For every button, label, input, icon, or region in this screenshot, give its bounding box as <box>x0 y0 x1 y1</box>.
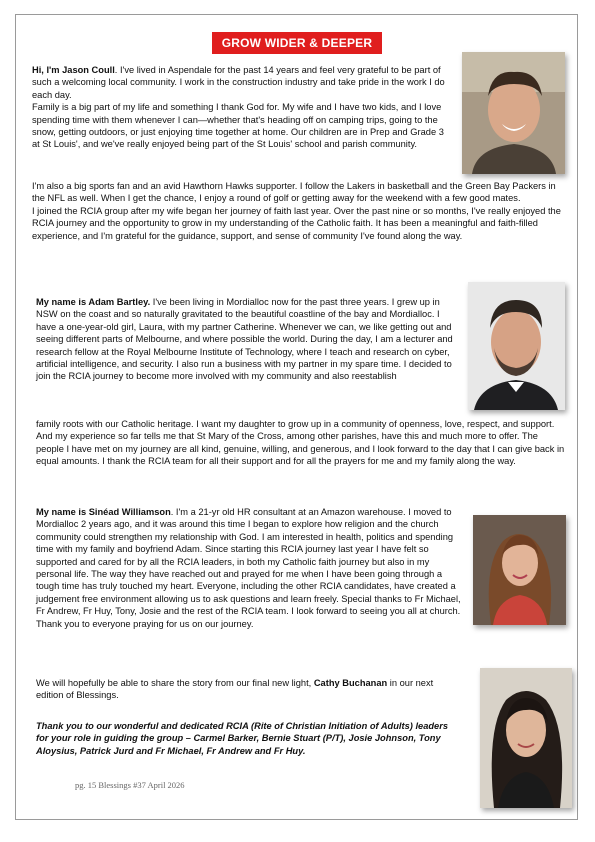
jason-intro <box>32 64 452 151</box>
sinead-photo <box>473 515 566 625</box>
jason-paragraph-3: I'm also a big sports fan and an avid Hawthorn Hawks supporter. I follow the Lakers in basketball and the Green Bay Packers in the NFL as well. When I get the chance, I enjoy a round of golf or getting away for the weekend with a few good mates. <box>32 181 556 204</box>
final-note-pre: We will hopefully be able to share the story from our final new light, <box>36 678 314 688</box>
jason-intro-text: . I've lived in Aspendale for the past 14 years and feel very grateful to be part of such a welcoming local community. I work in the construction industry and take pride in the work I do each day. <box>32 65 445 100</box>
sinead-intro <box>36 506 464 630</box>
page-footer: pg. 15 Blessings #37 April 2026 <box>75 780 185 790</box>
rcia-thanks: Thank you to our wonderful and dedicated RCIA (Rite of Christian Initiation of Adults) leaders for your role in guiding the group – Carmel Barker, Bernie Stuart (P/T), Josie Johnson, Tony Aloysius, Patrick Jurd and Fr Michael, Fr Andrew and Fr Huy. <box>36 721 449 756</box>
adam-intro <box>36 296 460 383</box>
cathy-photo <box>480 668 572 808</box>
sinead-intro-text: . I'm a 21-yr old HR consultant at an Amazon warehouse. I moved to Mordialloc 2 years ago, and it was around this time I began to explore how religion and the church community could strengthen my relationship with God. I am interested in health, politics and spending time with my family and boyfriend Adam. Since starting this RCIA journey last year I have felt so supported and cared for by all the RCIA leaders, in both my Catholic faith journey but also in my personal life. The way they have reached out and prayed for me when I have been going through a tough time has truly touched my heart. Everyone, including the other RCIA candidates, have created a judgement free environment allowing us to ask questions and learn freely. Special thanks to Fr Michael, Fr Andrew, Fr Huy, Tony, Josie and the rest of the RCIA team. I look forward to seeing you all at church. Thank you to everyone praying for us on our journey. <box>36 507 461 629</box>
jason-paragraph-4: I joined the RCIA group after my wife began her journey of faith last year. Over the past nine or so months, I've really enjoyed the RCIA journey and the opportunity to grow in my understanding of the Catholic faith. It has been a meaningful and faith-filled experience, and I'm grateful for the guidance, support, and sense of community I've found along the way. <box>32 205 561 241</box>
jason-name: Hi, I'm Jason Coull <box>32 65 115 75</box>
jason-paragraph-2: Family is a big part of my life and something I thank God for. My wife and I have two kids, and I love spending time with them whenever I can—whether that's heading off on camping trips, going to the snow, getting outdoors, or just enjoying time together at home. Our children are in Prep and Grade 3 at St Louis', and we've really enjoyed being part of the St Louis' school and parish community. <box>32 102 444 150</box>
adam-paragraph-2: family roots with our Catholic heritage. I want my daughter to grow up in a community of openness, love, respect, and support. And my experience so far tells me that St Mary of the Cross, among other parishes, have this and much more to offer. The people I have met on my journey are all kind, genuine, willing, and generous, and I look forward to the day that I can give back in equal amounts. I thank the RCIA team for all their support and for all the prayers for me and my family along the way. <box>36 419 565 467</box>
final-note-post: in our next edition of Blessings. <box>36 678 434 701</box>
jason-more <box>32 180 562 242</box>
adam-more <box>36 418 566 468</box>
cathy-name: Cathy Buchanan <box>313 678 388 688</box>
adam-intro-text: I've been living in Mordialloc now for the past three years. I grew up in NSW on the coast and so naturally gravitated to the beautiful coastline of the bay and Mordialloc. I have a one-year-old girl, Laura, with my partner Catherine. Whenever we can, we like getting out and seeing different parts of Melbourne, and where possible the world. During the day, I am a lecturer and research fellow at the Royal Melbourne Institute of Technology, where I teach and research on cyber, artificial intelligence, and security. I also run a business with my partner in my spare time. I decided to join the RCIA journey to become more involved with my community and also reestablish <box>36 297 453 382</box>
final-story-note <box>36 677 461 702</box>
adam-photo <box>468 282 565 410</box>
sinead-name: My name is Sinéad Williamson <box>36 507 171 517</box>
jason-photo <box>462 52 565 174</box>
section-banner: GROW WIDER & DEEPER <box>212 32 382 54</box>
adam-name: My name is Adam Bartley. <box>36 297 151 307</box>
